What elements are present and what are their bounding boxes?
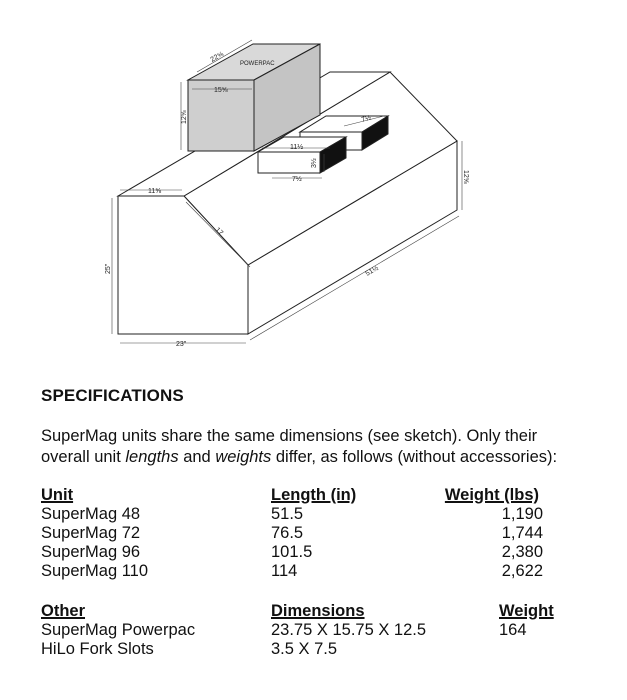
unit-length: 51.5: [271, 505, 304, 523]
dim-powerpac-height: 12⅝: [181, 110, 188, 124]
header-unit: Unit: [41, 486, 74, 504]
table-row: [41, 543, 541, 562]
other-table: [41, 601, 561, 659]
header-dimensions: Dimensions: [271, 602, 365, 620]
dim-body-width: 23": [176, 341, 187, 348]
other-dimensions: 3.5 X 7.5: [271, 640, 338, 658]
dim-body-length: 51½: [364, 264, 380, 278]
specifications-heading: SPECIFICATIONS: [41, 386, 184, 405]
table-row: [41, 524, 541, 543]
table-row: [41, 640, 561, 659]
header-other-weight: Weight: [499, 602, 554, 620]
dim-powerpac-depth: 22⅝: [209, 50, 225, 64]
other-name: HiLo Fork Slots: [41, 640, 154, 658]
other-table-header: [41, 601, 561, 621]
table-row: [41, 562, 541, 581]
dim-fork-slot-height: 3½: [311, 158, 318, 168]
dim-roof-slope: 17: [213, 226, 225, 237]
header-weight: Weight (lbs): [444, 486, 539, 504]
dim-end-height: 12⅝: [462, 170, 469, 184]
intro-text-c: and: [178, 448, 216, 466]
unit-length: 76.5: [271, 524, 304, 542]
unit-weight: 1,190: [501, 505, 543, 523]
header-length: Length (in): [271, 486, 357, 504]
dim-fork-slot-top: 7½: [360, 114, 372, 124]
units-table-header: [41, 485, 541, 505]
dim-body-height: 25": [105, 263, 112, 274]
dim-powerpac-width: 15⅝: [214, 87, 228, 94]
intro-line-1: SuperMag units share the same dimensions (see sketch). Only their: [41, 427, 538, 445]
unit-name: SuperMag 48: [41, 505, 141, 523]
dim-roof-width: 11⅝: [148, 188, 162, 195]
table-row: [41, 621, 561, 640]
unit-name: SuperMag 96: [41, 543, 141, 561]
intro-line-2: [41, 447, 611, 468]
dim-fork-slot-long: 11½: [290, 144, 304, 151]
specifications-intro: [41, 426, 611, 468]
unit-name: SuperMag 72: [41, 524, 141, 542]
dim-fork-slot-short: 7½: [292, 176, 302, 183]
unit-length: 114: [271, 562, 298, 580]
header-other: Other: [41, 602, 86, 620]
units-table: [41, 485, 541, 581]
other-weight: 164: [499, 621, 527, 639]
intro-text-a: overall unit: [41, 448, 126, 466]
unit-weight: 2,380: [501, 543, 543, 561]
unit-name: SuperMag 110: [41, 562, 149, 580]
unit-length: 101.5: [271, 543, 313, 561]
intro-emphasis-lengths: lengths: [125, 448, 179, 466]
powerpac-label: POWERPAC: [240, 61, 275, 67]
unit-weight: 2,622: [501, 562, 543, 580]
other-name: SuperMag Powerpac: [41, 621, 196, 639]
intro-emphasis-weights: weights: [215, 448, 272, 466]
unit-weight: 1,744: [501, 524, 543, 542]
other-dimensions: 23.75 X 15.75 X 12.5: [271, 621, 427, 639]
table-row: [41, 505, 541, 524]
intro-text-e: differ, as follows (without accessories):: [271, 448, 558, 466]
